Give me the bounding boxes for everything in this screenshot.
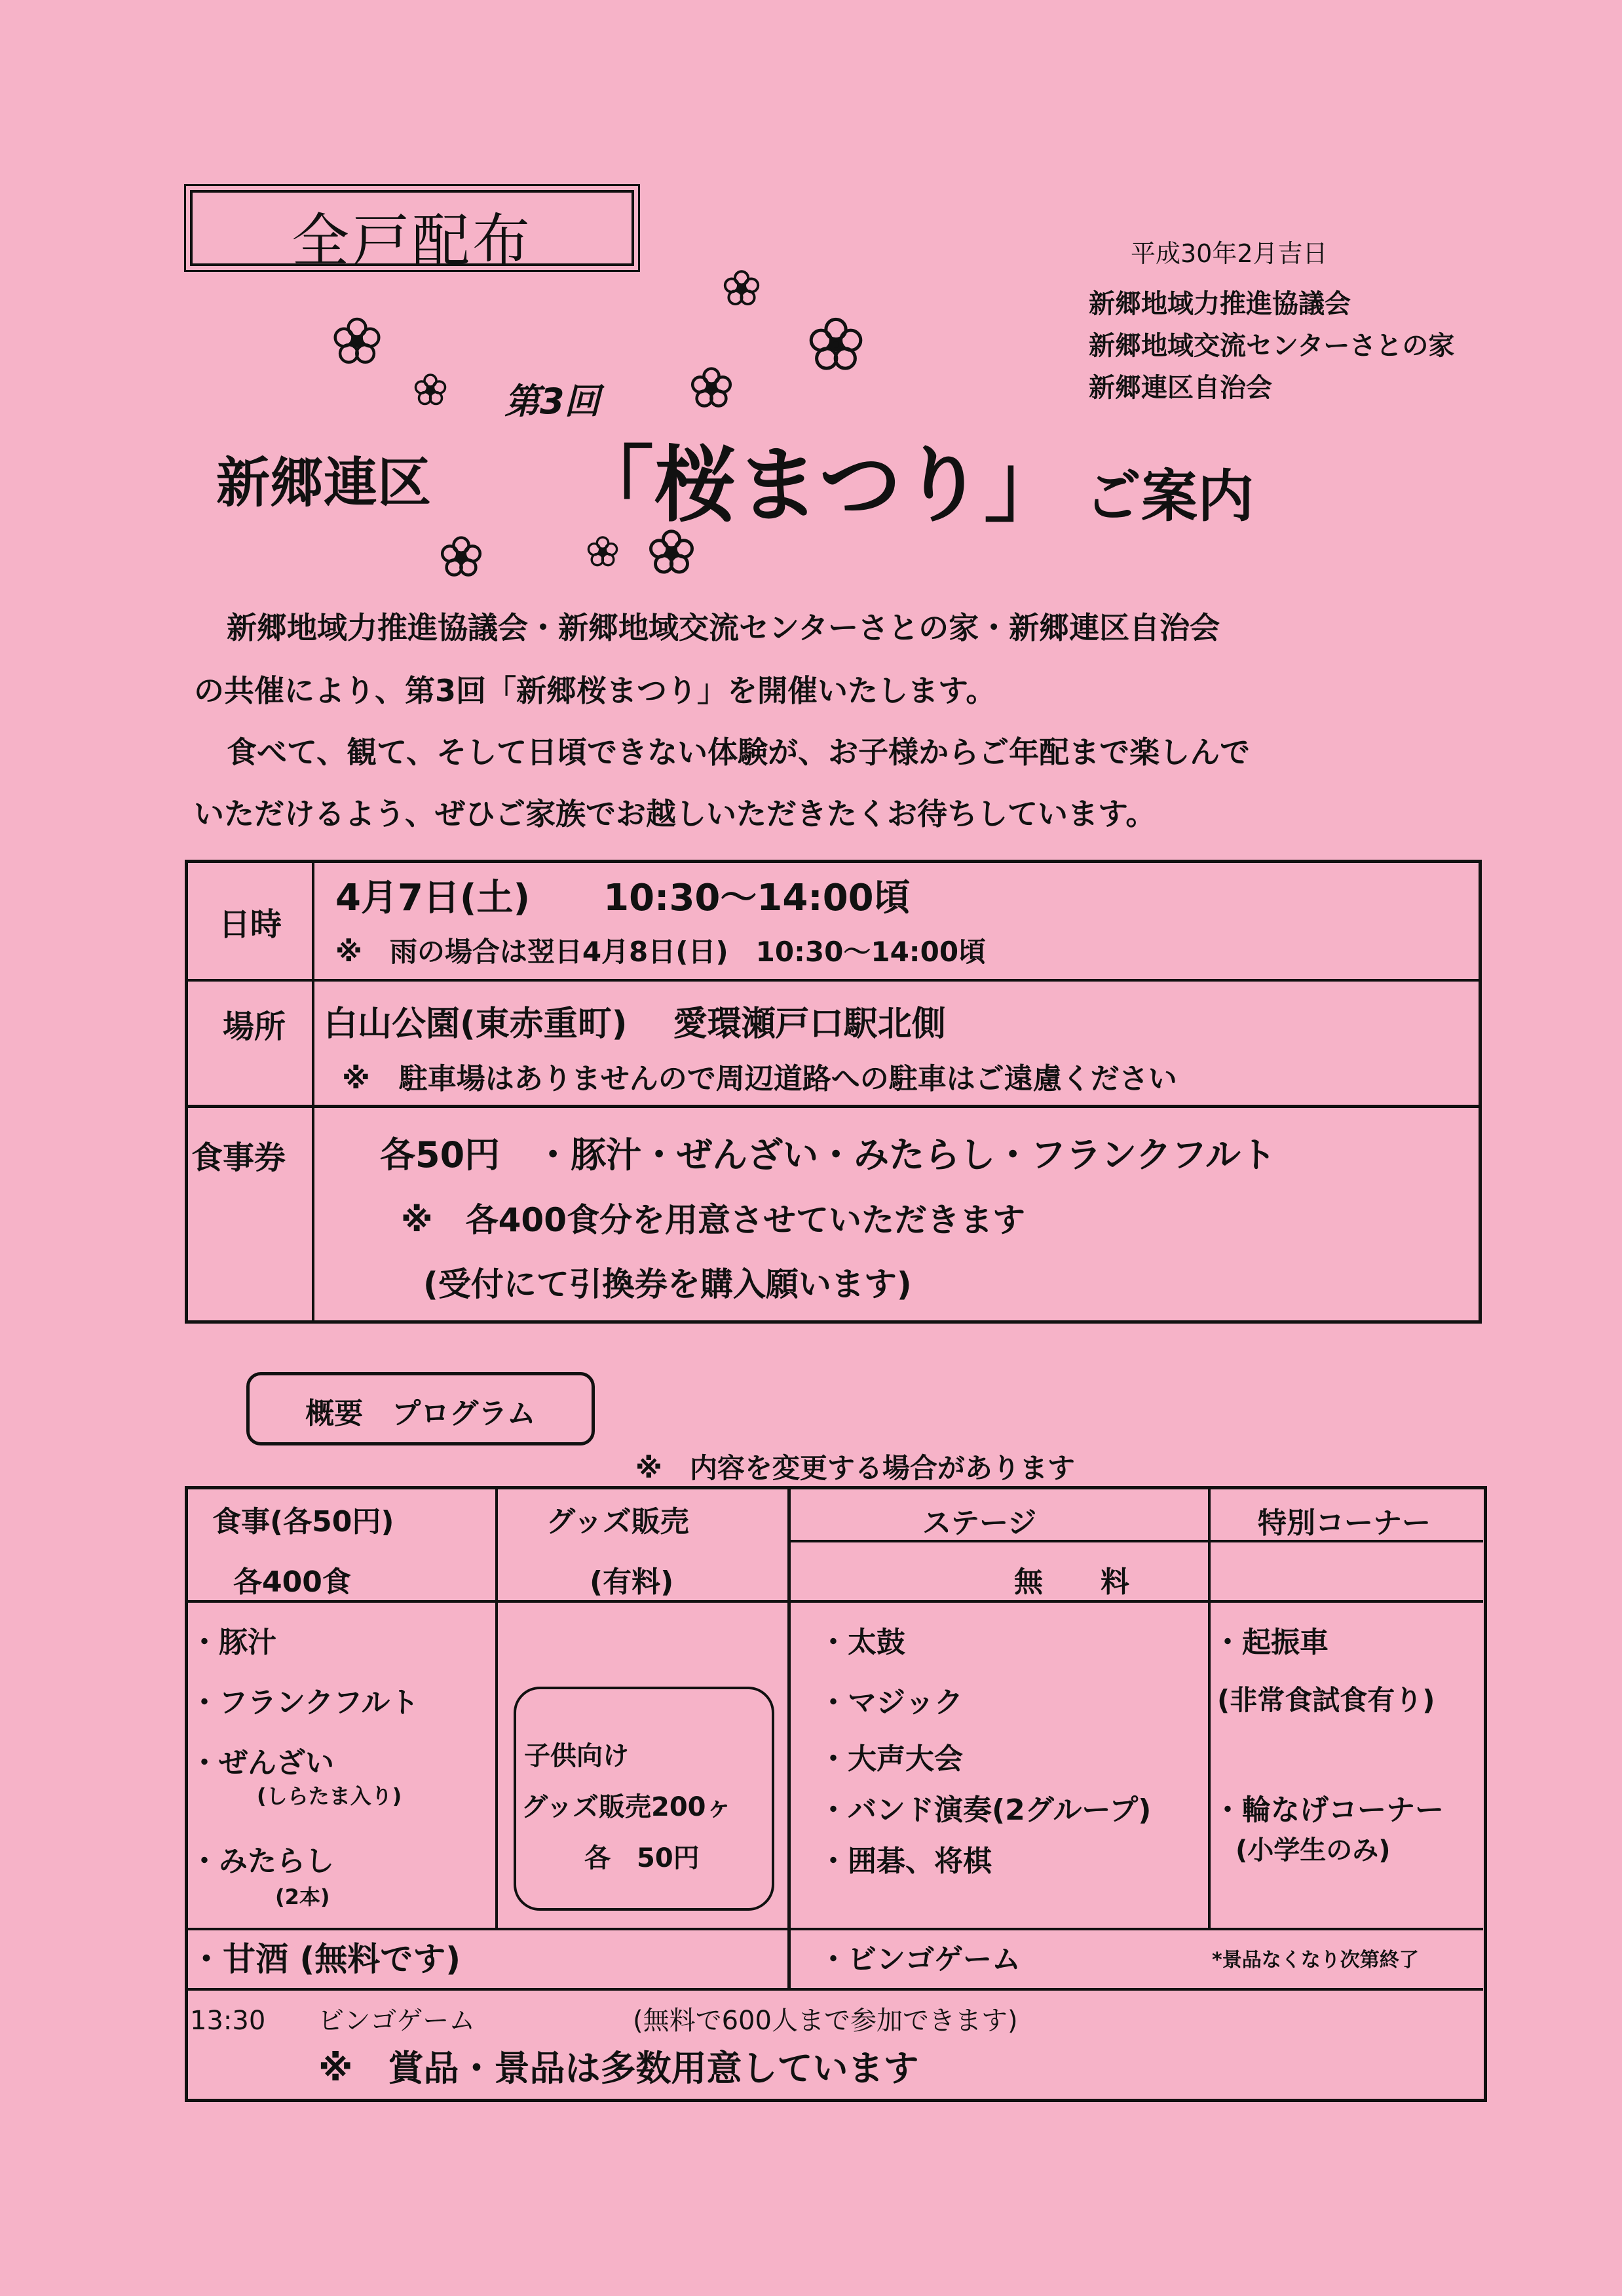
place-note: ※ 駐車場はありませんので周辺道路への駐車はご遠慮ください	[342, 1062, 1177, 1096]
list-item-note: (非常食試食有り)	[1217, 1684, 1435, 1716]
goods-box-line-1: 子供向け	[524, 1741, 629, 1771]
program-col-divider	[495, 1486, 498, 1928]
program-heading: 概要 プログラム	[305, 1397, 536, 1430]
title-suffix: ご案内	[1085, 464, 1254, 529]
ticket-main: 各50円 ・豚汁・ぜんざい・みたらし・フランクフルト	[380, 1134, 1276, 1176]
list-item: ・豚汁	[190, 1626, 276, 1659]
district-name: 新郷連区	[216, 452, 432, 514]
edition-label: 第3回	[504, 381, 600, 422]
organizer-2: 新郷地域交流センターさとの家	[1089, 331, 1455, 361]
organizer-1: 新郷地域力推進協議会	[1089, 289, 1351, 319]
program-row-divider	[185, 1928, 1483, 1930]
event-title: 「桜まつり」	[571, 437, 1066, 533]
program-row-divider	[185, 1600, 1483, 1603]
stage-header: ステージ	[922, 1506, 1037, 1540]
list-item: ・太鼓	[819, 1626, 905, 1659]
datetime-label: 日時	[219, 906, 282, 943]
ticket-note-2: (受付にて引換券を購入願います)	[423, 1265, 912, 1303]
sakura-flower-icon	[690, 367, 732, 409]
sakura-flower-icon	[723, 270, 760, 307]
bingo-note: *景品なくなり次第終了	[1212, 1949, 1419, 1972]
food-header-2: 各400食	[233, 1565, 351, 1599]
info-row-divider	[185, 979, 1482, 982]
place-main: 白山公園(東赤重町) 愛環瀬戸口駅北側	[324, 1004, 946, 1044]
list-item: ・マジック	[819, 1686, 963, 1719]
list-item: ・囲碁、将棋	[819, 1845, 992, 1878]
sakura-flower-icon	[440, 536, 482, 578]
bingo-free-note: (無料で600人まで参加できます)	[633, 2006, 1018, 2036]
intro-line-3: 食べて、観て、そして日頃できない体験が、お子様からご年配まで楽しんで	[227, 735, 1251, 770]
amazake-item: ・甘酒 (無料です)	[190, 1940, 461, 1978]
issue-date: 平成30年2月吉日	[1131, 239, 1328, 268]
list-item-note: (2本)	[275, 1885, 330, 1909]
goods-box-line-3: 各 50円	[584, 1843, 700, 1873]
intro-line-2: の共催により、第3回「新郷桜まつり」を開催いたします。	[194, 673, 996, 708]
ticket-label: 食事券	[191, 1139, 286, 1176]
info-row-divider	[185, 1105, 1482, 1108]
bingo-item: ・ビンゴゲーム	[819, 1943, 1021, 1976]
list-item: ・大声大会	[819, 1742, 963, 1776]
place-label: 場所	[223, 1008, 286, 1045]
sakura-flower-icon	[808, 317, 863, 372]
distribution-badge	[190, 190, 634, 275]
program-notice: ※ 内容を変更する場合があります	[635, 1452, 1075, 1484]
list-item: ・ぜんざい	[190, 1746, 334, 1780]
goods-box-line-2: グッズ販売200ヶ	[521, 1792, 732, 1822]
list-item-note: (しらたま入り)	[257, 1784, 402, 1808]
food-header-1: 食事(各50円)	[212, 1505, 394, 1539]
list-item: ・フランクフルト	[190, 1686, 419, 1719]
program-heading-box	[246, 1372, 595, 1445]
program-col-divider	[787, 1486, 791, 1988]
list-item: ・起振車	[1213, 1626, 1329, 1659]
list-item: ・バンド演奏(2グループ)	[819, 1793, 1152, 1827]
goods-header-1: グッズ販売	[546, 1505, 689, 1539]
list-item: ・みたらし	[190, 1845, 334, 1878]
sakura-flower-icon	[333, 317, 381, 366]
program-col-divider	[1208, 1486, 1211, 1928]
info-col-divider	[312, 860, 314, 1324]
list-item-note: (小学生のみ)	[1235, 1835, 1391, 1866]
list-item: ・輪なげコーナー	[1213, 1793, 1444, 1827]
sakura-flower-icon	[587, 536, 618, 567]
ticket-note-1: ※ 各400食分を用意させていただきます	[401, 1201, 1025, 1239]
organizer-3: 新郷連区自治会	[1089, 373, 1272, 403]
sakura-flower-icon	[414, 373, 447, 406]
prize-note: ※ 賞品・景品は多数用意しています	[318, 2048, 919, 2089]
intro-line-4: いただけるよう、ぜひご家族でお越しいただきたくお待ちしています。	[194, 796, 1156, 832]
bingo-time: 13:30 ビンゴゲーム	[190, 2006, 476, 2036]
distribution-badge-text: 全戸配布	[291, 207, 533, 275]
free-label: 無 料	[1014, 1565, 1129, 1599]
goods-header-2: (有料)	[590, 1565, 674, 1599]
intro-line-1: 新郷地域力推進協議会・新郷地域交流センターさとの家・新郷連区自治会	[227, 610, 1220, 645]
special-header: 特別コーナー	[1258, 1506, 1431, 1540]
program-row-divider	[185, 1988, 1483, 1991]
datetime-note: ※ 雨の場合は翌日4月8日(日) 10:30～14:00頃	[335, 936, 987, 968]
datetime-main: 4月7日(土) 10:30～14:00頃	[335, 877, 911, 919]
